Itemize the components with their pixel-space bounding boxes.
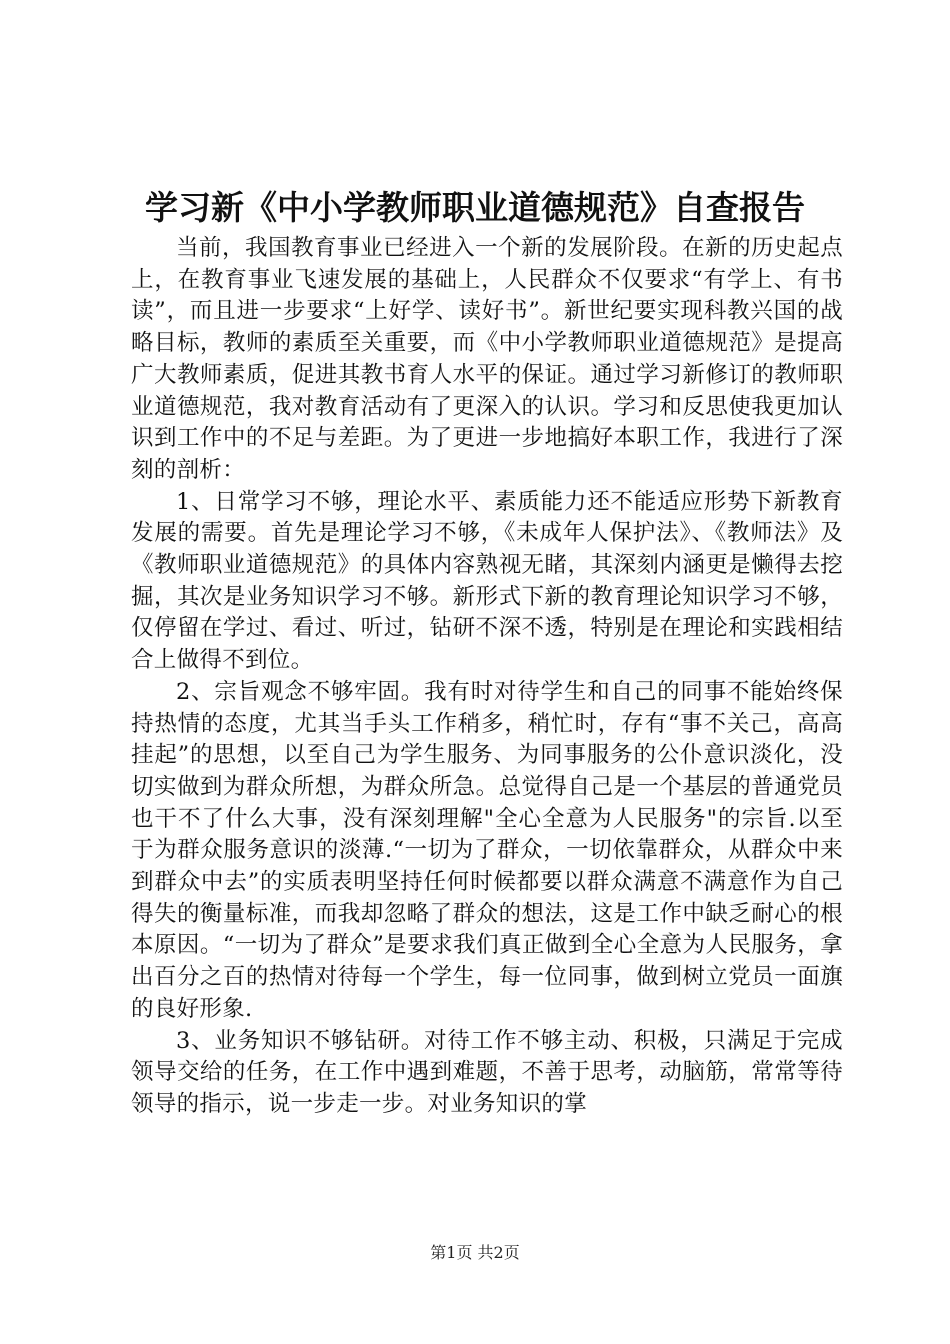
point-2-paragraph: 2、宗旨观念不够牢固。我有时对待学生和自己的同事不能始终保持热情的态度，尤其当手头工作稍多，稍忙时，存有“事不关己，高高挂起”的思想，以至自己为学生服务、为同事服务的公仆意识淡化，没切实做到为群众所想，为群众所急。总觉得自己是一个基层的普通党员也干不了什么大事，没有深刻理解"全心全意为人民服务"的宗旨.以至于为群众服务意识的淡薄.“一切为了群众，一切依靠群众，从群众中来到群众中去”的实质表明坚持任何时候都要以群众满意不满意作为自己得失的衡量标准，而我却忽略了群众的想法，这是工作中缺乏耐心的根本原因。“一切为了群众”是要求我们真正做到全心全意为人民服务，拿出百分之百的热情对待每一个学生，每一位同事，做到树立党员一面旗的良好形象. (131, 678, 843, 1022)
intro-paragraph: 当前，我国教育事业已经进入一个新的发展阶段。在新的历史起点上，在教育事业飞速发展的基础上，人民群众不仅要求“有学上、有书读”，而且进一步要求“上好学、读好书”。新世纪要实现科教兴国的战略目标，教师的素质至关重要，而《中小学教师职业道德规范》是提高广大教师素质，促进其教书育人水平的保证。通过学习新修订的教师职业道德规范，我对教育活动有了更深入的认识。学习和反思使我更加认识到工作中的不足与差距。为了更进一步地搞好本职工作，我进行了深刻的剖析： (131, 235, 843, 483)
document-title: 学习新《中小学教师职业道德规范》自查报告 (145, 188, 805, 227)
point-3-paragraph: 3、业务知识不够钻研。对待工作不够主动、积极，只满足于完成领导交给的任务，在工作中遇到难题，不善于思考，动脑筋，常常等待领导的指示，说一步走一步。对业务知识的掌 (131, 1027, 843, 1117)
document-body (131, 233, 843, 1121)
point-1-paragraph: 1、日常学习不够，理论水平、素质能力还不能适应形势下新教育发展的需要。首先是理论学习不够，《未成年人保护法》、《教师法》及《教师职业道德规范》的具体内容熟视无睹，其深刻内涵更是懒得去挖掘，其次是业务知识学习不够。新形式下新的教育理论知识学习不够，仅停留在学过、看过、听过，钻研不深不透，特别是在理论和实践相结合上做得不到位。 (131, 488, 843, 674)
page-number-footer: 第1页 共2页 (430, 1243, 520, 1262)
